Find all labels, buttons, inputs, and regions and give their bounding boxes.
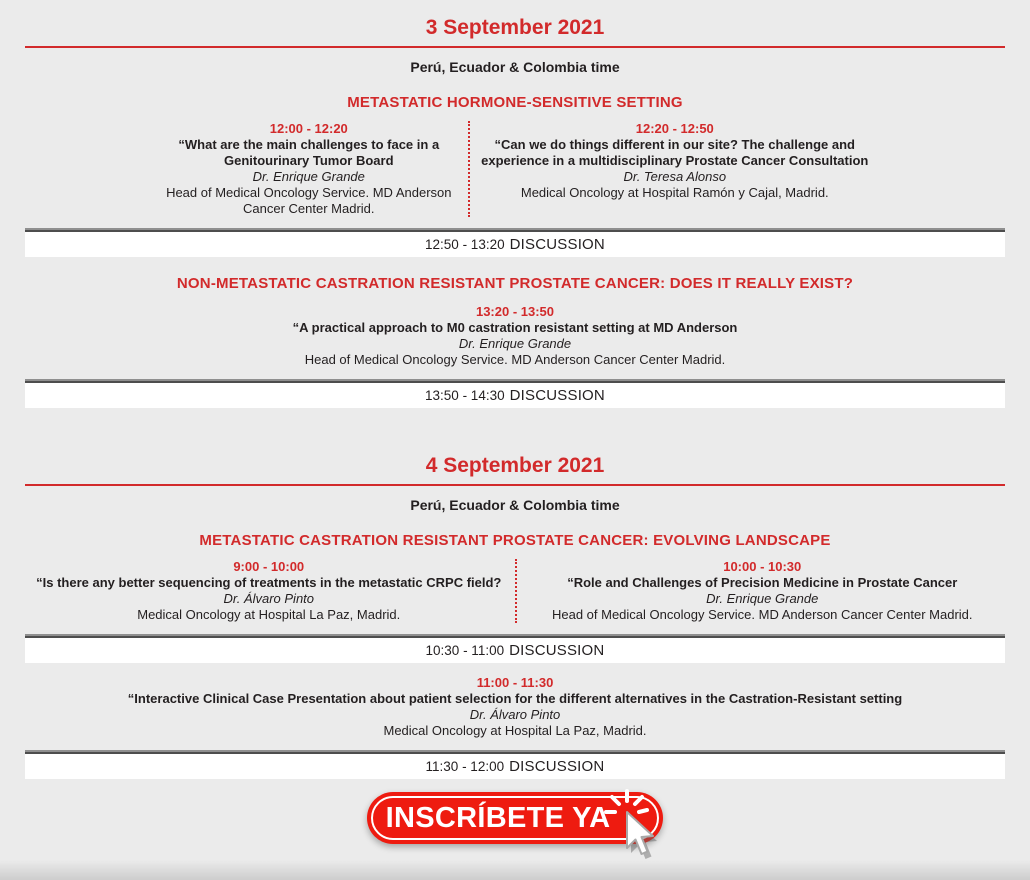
- day-section: [0, 454, 1030, 779]
- discussion-bar: [25, 754, 1005, 779]
- discussion-label: DISCUSSION: [509, 642, 605, 659]
- discussion-label: DISCUSSION: [509, 758, 605, 775]
- session-speaker: Dr. Enrique Grande: [458, 336, 572, 351]
- day-title: 3 September 2021: [425, 16, 605, 39]
- session-time: 9:00 - 10:00: [233, 559, 305, 574]
- register-button-label: INSCRÍBETE YA: [385, 801, 611, 834]
- session-affiliation: Medical Oncology at Hospital La Paz, Madrid.: [137, 607, 401, 622]
- session-single: [25, 304, 1005, 368]
- session-title: “Interactive Clinical Case Presentation about patient selection for the different alternatives in the Castration-Resistant setting: [127, 691, 903, 706]
- discussion-label: DISCUSSION: [509, 236, 605, 253]
- discussion-block: [25, 228, 1005, 257]
- section-heading: METASTATIC HORMONE-SENSITIVE SETTING: [347, 94, 683, 111]
- day-section: [0, 16, 1030, 408]
- date-divider-rule: [25, 46, 1005, 48]
- cta-container: [367, 792, 663, 844]
- session-speaker: Dr. Teresa Alonso: [623, 169, 727, 184]
- discussion-bar: [25, 232, 1005, 257]
- session-pair-row: [23, 559, 1008, 623]
- session-affiliation: Medical Oncology at Hospital Ramón y Cajal, Madrid.: [520, 185, 829, 200]
- discussion-block: [25, 634, 1005, 663]
- session-pair-row: [150, 121, 880, 217]
- session-time: 13:20 - 13:50: [475, 304, 555, 319]
- date-divider-rule: [25, 484, 1005, 486]
- timezone-label: Perú, Ecuador & Colombia time: [410, 497, 620, 513]
- discussion-block: [25, 379, 1005, 408]
- session-title: “A practical approach to M0 castration resistant setting at MD Anderson: [292, 320, 738, 335]
- discussion-time: 12:50 - 13:20: [425, 237, 505, 252]
- discussion-bar: [25, 638, 1005, 663]
- day-title: 4 September 2021: [425, 454, 605, 477]
- session-time: 12:20 - 12:50: [635, 121, 714, 136]
- session-speaker: Dr. Álvaro Pinto: [223, 591, 315, 606]
- session-time: 12:00 - 12:20: [269, 121, 348, 136]
- section-heading: METASTATIC CASTRATION RESISTANT PROSTATE CANCER: EVOLVING LANDSCAPE: [199, 532, 831, 549]
- agenda-days: [0, 16, 1030, 779]
- session-affiliation: Head of Medical Oncology Service. MD Anderson Cancer Center Madrid.: [304, 352, 726, 367]
- session-cell-left: [150, 121, 468, 217]
- session-speaker: Dr. Enrique Grande: [252, 169, 365, 184]
- session-affiliation: Head of Medical Oncology Service. MD Anderson Cancer Center Madrid.: [166, 185, 452, 216]
- session-speaker: Dr. Enrique Grande: [706, 591, 819, 606]
- session-title: “Role and Challenges of Precision Medicine in Prostate Cancer: [567, 575, 958, 590]
- timezone-label: Perú, Ecuador & Colombia time: [410, 59, 620, 75]
- discussion-bar: [25, 383, 1005, 408]
- discussion-block: [25, 750, 1005, 779]
- session-time: 11:00 - 11:30: [476, 675, 554, 690]
- session-cell-right: [515, 559, 1008, 623]
- session-time: 10:00 - 10:30: [723, 559, 802, 574]
- session-title: “What are the main challenges to face in a Genitourinary Tumor Board: [178, 137, 440, 168]
- register-button[interactable]: [367, 792, 663, 844]
- discussion-label: DISCUSSION: [509, 387, 605, 404]
- discussion-time: 13:50 - 14:30: [425, 388, 505, 403]
- session-single: [25, 675, 1005, 739]
- discussion-time: 10:30 - 11:00: [425, 643, 505, 658]
- session-title: “Is there any better sequencing of treatments in the metastatic CRPC field?: [36, 575, 502, 590]
- session-speaker: Dr. Álvaro Pinto: [469, 707, 561, 722]
- discussion-time: 11:30 - 12:00: [425, 759, 505, 774]
- session-affiliation: Medical Oncology at Hospital La Paz, Madrid.: [383, 723, 647, 738]
- session-title: “Can we do things different in our site? The challenge and experience in a multidisciplinary Prostate Cancer Consultation: [481, 137, 869, 168]
- section-heading: NON-METASTATIC CASTRATION RESISTANT PROSTATE CANCER: DOES IT REALLY EXIST?: [176, 275, 854, 292]
- session-cell-right: [468, 121, 880, 217]
- session-cell-left: [23, 559, 516, 623]
- session-affiliation: Head of Medical Oncology Service. MD Anderson Cancer Center Madrid.: [551, 607, 973, 622]
